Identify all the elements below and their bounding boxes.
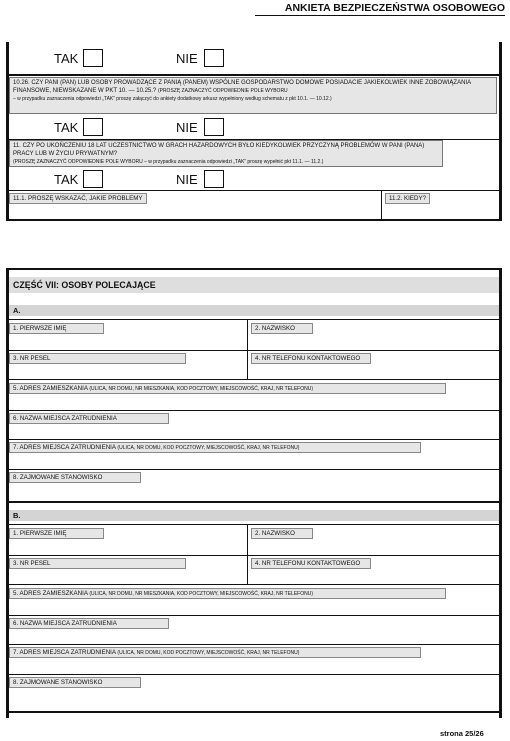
address-field[interactable]	[9, 395, 497, 409]
bottom-border	[6, 711, 502, 713]
question-11-text: 11. CZY PO UKOŃCZENIU 18 LAT UCZESTNICTWO W GRACH HAZARDOWYCH BYŁO KIEDYKOLWIEK PRZYCZYNĄ PROBLEMÓW W PANI (PANA) PRACY LUB W ŻYCIU PRYWATNYM?	[13, 143, 425, 157]
when-label: 11.2. KIEDY?	[385, 193, 430, 204]
pesel-label: 3. NR PESEL	[9, 558, 186, 569]
option-yes-label: TAK	[54, 51, 79, 66]
yes-checkbox[interactable]	[83, 118, 103, 136]
phone-field[interactable]	[250, 570, 497, 584]
surname-label: 2. NAZWISKO	[251, 323, 313, 334]
question-10-26	[9, 77, 497, 114]
question-11-hint: (PROSZĘ ZAZNACZYĆ ODPOWIEDNIE POLE WYBORU – w przypadku zaznaczenia odpowiedzi „TAK” proszę wypełnić pkt 11.1. — 11.2.)	[13, 159, 324, 165]
question-10-26-hint-inline: (PROSZĘ ZAZNACZYĆ ODPOWIEDNIE POLE WYBORU	[157, 88, 288, 94]
divider	[6, 190, 502, 191]
question-10-26-hint: – w przypadku zaznaczenia odpowiedzi „TAK” proszę załączyć do ankiety dodatkowy arkusz wypełniony według schematu z pkt 10.1. — 10.12.)	[13, 96, 332, 102]
option-no-label: NIE	[176, 51, 198, 66]
questions-block	[6, 42, 502, 222]
pesel-field[interactable]	[9, 570, 245, 584]
no-checkbox[interactable]	[204, 170, 224, 188]
divider	[6, 524, 502, 525]
divider	[6, 439, 502, 440]
position-label: 8. ZAJMOWANE STANOWISKO	[9, 472, 141, 483]
employer-label: 6. NAZWA MIEJSCA ZATRUDNIENIA	[9, 413, 169, 424]
option-no-label: NIE	[176, 120, 198, 135]
top-border	[6, 268, 502, 270]
divider	[6, 469, 502, 470]
first-name-label: 1. PIERWSZE IMIĘ	[9, 323, 104, 334]
yes-checkbox[interactable]	[83, 49, 103, 67]
divider	[6, 615, 502, 616]
right-border	[499, 42, 502, 219]
question-10-26-text: 10.26. CZY PANI (PAN) LUB OSOBY PROWADZĄCE Z PANIĄ (PANEM) WSPÓLNE GOSPODARSTWO DOMOWE POSIADACIE JAKIEKOLWIEK INNE ZOBOWIĄZANIA FINANSOWE, NIEWSKAZANE W PKT 10. — 10.25.?	[13, 80, 471, 94]
employer-address-label: 7. ADRES MIEJSCA ZATRUDNIENIA (ULICA, NR DOMU, KOD POCZTOWY, MIEJSCOWOŚĆ, KRAJ, NR TELEFONU)	[9, 442, 421, 453]
pesel-label: 3. NR PESEL	[9, 353, 186, 364]
person-b-heading: B.	[9, 510, 499, 521]
section-referees	[6, 268, 502, 718]
option-yes-label: TAK	[54, 172, 79, 187]
bottom-border	[6, 219, 502, 221]
yes-checkbox[interactable]	[83, 170, 103, 188]
form-title: ANKIETA BEZPIECZEŃSTWA OSOBOWEGO	[255, 2, 505, 16]
pesel-field[interactable]	[9, 365, 245, 379]
employer-address-field[interactable]	[9, 454, 497, 468]
address-label: 5. ADRES ZAMIESZKANIA (ULICA, NR DOMU, NR MIESZKANIA, KOD POCZTOWY, MIEJSCOWOŚĆ, KRAJ, NR TELEFONU)	[9, 588, 446, 599]
employer-field[interactable]	[9, 630, 497, 644]
section-title: CZĘŚĆ VII: OSOBY POLECAJĄCE	[9, 277, 499, 293]
question-11	[9, 140, 443, 167]
divider	[6, 319, 502, 320]
surname-field[interactable]	[250, 335, 497, 349]
divider	[6, 501, 502, 503]
employer-address-field[interactable]	[9, 659, 497, 673]
option-yes-label: TAK	[54, 120, 79, 135]
no-checkbox[interactable]	[204, 118, 224, 136]
option-no-label: NIE	[176, 172, 198, 187]
first-name-label: 1. PIERWSZE IMIĘ	[9, 528, 104, 539]
divider	[6, 584, 502, 585]
employer-address-label: 7. ADRES MIEJSCA ZATRUDNIENIA (ULICA, NR DOMU, KOD POCZTOWY, MIEJSCOWOŚĆ, KRAJ, NR TELEFONU)	[9, 647, 421, 658]
right-border	[499, 268, 502, 718]
divider	[6, 410, 502, 411]
divider	[6, 379, 502, 380]
person-a-heading: A.	[9, 305, 499, 316]
when-field[interactable]	[384, 205, 497, 218]
first-name-field[interactable]	[9, 540, 245, 554]
address-label: 5. ADRES ZAMIESZKANIA (ULICA, NR DOMU, NR MIESZKANIA, KOD POCZTOWY, MIEJSCOWOŚĆ, KRAJ, NR TELEFONU)	[9, 383, 446, 394]
page-number: strona 25/26	[440, 729, 484, 738]
position-label: 8. ZAJMOWANE STANOWISKO	[9, 677, 141, 688]
divider	[6, 555, 502, 556]
problems-label: 11.1. PROSZĘ WSKAZAĆ, JAKIE PROBLEMY	[9, 193, 147, 204]
phone-field[interactable]	[250, 365, 497, 379]
address-field[interactable]	[9, 600, 497, 614]
position-field[interactable]	[9, 484, 497, 500]
divider	[6, 674, 502, 675]
phone-label: 4. NR TELEFONU KONTAKTOWEGO	[251, 558, 371, 569]
first-name-field[interactable]	[9, 335, 245, 349]
surname-label: 2. NAZWISKO	[251, 528, 313, 539]
divider	[6, 350, 502, 351]
divider	[6, 644, 502, 645]
problems-field[interactable]	[9, 205, 379, 218]
surname-field[interactable]	[250, 540, 497, 554]
employer-label: 6. NAZWA MIEJSCA ZATRUDNIENIA	[9, 618, 169, 629]
employer-field[interactable]	[9, 425, 497, 439]
phone-label: 4. NR TELEFONU KONTAKTOWEGO	[251, 353, 371, 364]
divider	[6, 74, 502, 76]
no-checkbox[interactable]	[204, 49, 224, 67]
position-field[interactable]	[9, 689, 497, 705]
column-divider	[381, 191, 382, 219]
